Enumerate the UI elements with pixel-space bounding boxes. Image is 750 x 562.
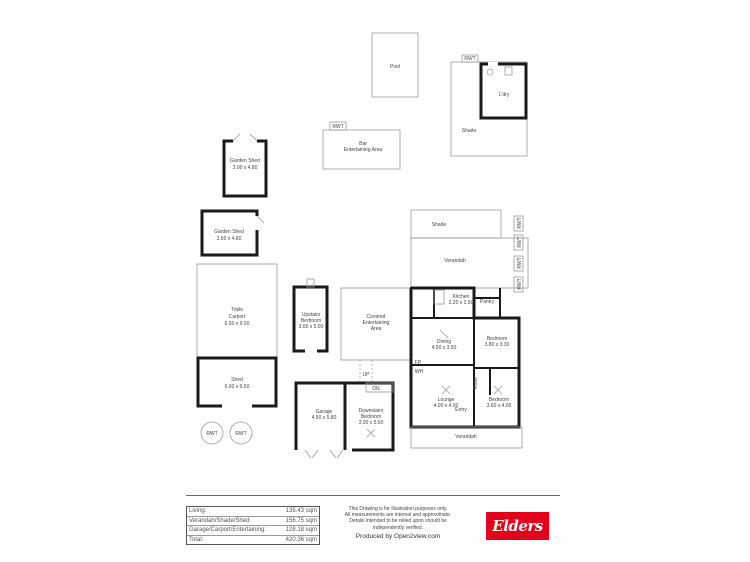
disclaimer-line: Details intended to be relied upon should be: [349, 518, 447, 525]
pool-area: [372, 33, 418, 97]
ldry-label: L'dry: [498, 92, 510, 98]
bedroom-2-dim: 3.60 x 4.00: [486, 403, 512, 409]
legend-label: Total:: [189, 536, 204, 543]
legend-row-garage: [187, 526, 319, 536]
rwt-top-label: RWT: [464, 56, 476, 62]
rwt-bar-label: RWT: [332, 124, 344, 130]
garden-shed-1-dim: 3.00 x 4.80: [232, 165, 258, 171]
shed-label: Shed: [231, 377, 243, 383]
shade-verandah-top: [411, 210, 528, 288]
elders-logo: [486, 512, 549, 540]
area-legend: [186, 506, 320, 545]
bar-sub-label: Entertaining Area: [343, 147, 383, 153]
downstairs-bedroom-sub: Bedroom: [360, 414, 382, 420]
bedroom-2-label: Bedroom: [488, 397, 510, 403]
garden-shed-1-label: Garden Shed: [230, 158, 260, 164]
garage-dim: 4.50 x 5.80: [311, 415, 337, 421]
garden-shed-1: [224, 134, 266, 196]
wh-label: WH: [414, 369, 424, 375]
rwt-side-3: RWT: [517, 257, 523, 269]
dn-label: DN: [372, 386, 380, 392]
rwt-circle-2-label: RWT: [235, 431, 247, 437]
lounge-dim: 4.00 x 4.00: [433, 403, 459, 409]
garden-shed-2-label: Garden Shed: [214, 229, 244, 235]
robe-label: Robe: [473, 377, 479, 389]
shade-mid-label: Shade: [431, 222, 447, 228]
covered-sub2-label: Area: [370, 326, 382, 332]
garden-shed-2-dim: 3.50 x 4.80: [216, 236, 242, 242]
kitchen-dim: 2.20 x 2.50: [448, 300, 474, 306]
disclaimer-line: This Drawing is for illustration purposes only.: [348, 506, 448, 512]
rwt-side-tanks: [514, 216, 523, 292]
main-house: [411, 288, 519, 427]
fp-label: FP: [414, 360, 422, 366]
upstairs-bedroom-sub: Bedroom: [300, 318, 322, 324]
disclaimer: [318, 506, 478, 531]
bar-label: Bar: [359, 141, 367, 147]
up-label: UP: [362, 372, 370, 378]
pantry-label: Pantry: [479, 299, 495, 305]
legend-label: Verandah/Shade/Shed:: [189, 517, 252, 524]
laundry-shade-block: [451, 55, 527, 156]
lounge-label: Lounge: [437, 397, 455, 403]
downstairs-bedroom: [345, 383, 393, 450]
logo-text: Elders: [492, 517, 543, 535]
rwt-side-2: RWT: [517, 236, 523, 248]
downstairs-bedroom-label: Downstairs: [358, 408, 384, 414]
pool-label: Pool: [389, 64, 401, 70]
stair-link: [360, 360, 372, 383]
bedroom-1-label: Bedroom: [486, 336, 508, 342]
legend-label: Garage/Carport/Entertaining:: [189, 527, 267, 533]
garage: [296, 383, 345, 458]
disclaimer-line: All measurements are internal and approximate.: [344, 512, 452, 519]
upstairs-bedroom: [294, 279, 327, 354]
upstairs-bedroom-label: Upstairs: [301, 312, 321, 318]
rwt-side-1: RWT: [517, 217, 523, 229]
legend-row-living: [187, 507, 319, 517]
legend-row-total: [187, 536, 319, 545]
verandah-bottom: [411, 427, 522, 448]
footer-divider: [186, 495, 560, 496]
rwt-circles: [201, 422, 252, 444]
covered-sub-label: Entertaining: [362, 320, 390, 326]
dining-label: Dining: [436, 339, 452, 345]
carport-label: Triple: [230, 307, 244, 313]
garage-label: Garage: [315, 409, 333, 415]
legend-label: Living:: [189, 508, 207, 514]
carport-shed: [197, 264, 277, 409]
rwt-side-4: RWT: [517, 278, 523, 290]
rwt-circle-1-label: RWT: [206, 431, 218, 437]
shed-dim: 6.00 x 6.50: [224, 384, 250, 390]
verandah-top-label: Verandah: [444, 258, 466, 264]
producer-credit: Produced by Open2view.com: [355, 533, 441, 540]
downstairs-bedroom-dim: 3.00 x 5.50: [358, 420, 384, 426]
garden-shed-2: [202, 211, 264, 255]
kitchen-label: Kitchen: [452, 294, 470, 300]
covered-label: Covered: [366, 314, 386, 320]
legend-value: 156.75 sqm: [285, 517, 317, 524]
disclaimer-line: independently verified.: [372, 524, 424, 531]
legend-value: 135.43 sqm: [285, 508, 317, 514]
carport-sub-label: Carport: [228, 314, 246, 320]
covered-entertaining: [341, 288, 411, 360]
bar-area: [323, 122, 400, 169]
legend-value: 420.36 sqm: [285, 536, 317, 543]
carport-dim: 6.00 x 9.00: [224, 321, 250, 327]
bedroom-1-dim: 3.80 x 3.30: [484, 342, 510, 348]
shade-top-label: Shade: [461, 128, 477, 134]
entry-label: Entry: [455, 407, 467, 413]
dining-dim: 4.50 x 3.50: [431, 345, 457, 351]
legend-row-verandah: [187, 517, 319, 527]
verandah-bottom-label: Verandah: [455, 434, 477, 440]
upstairs-bedroom-dim: 3.00 x 5.00: [298, 324, 324, 330]
legend-value: 128.18 sqm: [285, 527, 317, 533]
